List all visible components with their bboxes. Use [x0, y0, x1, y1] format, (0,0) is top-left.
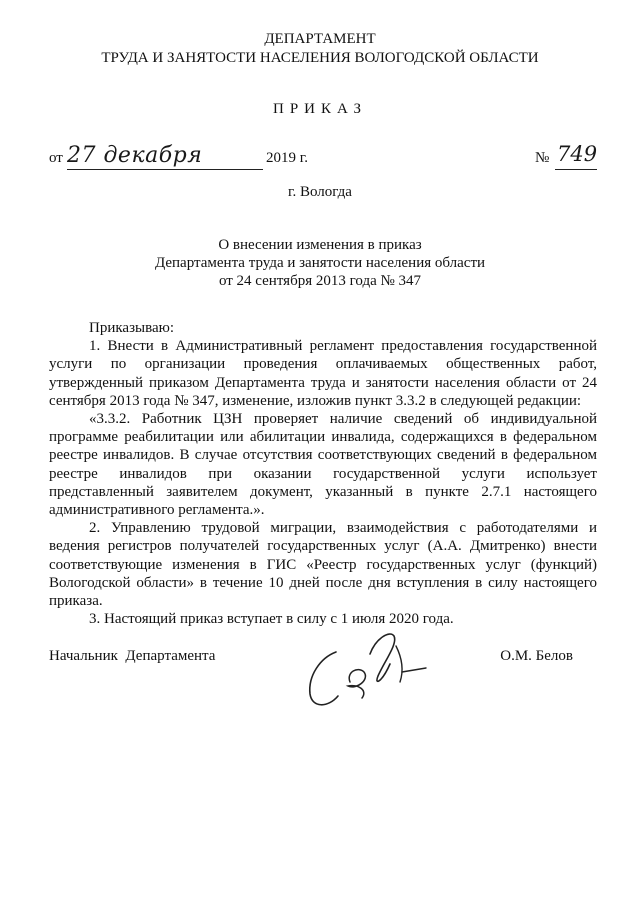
- paragraph-item-3: 3. Настоящий приказ вступает в силу с 1 июля 2020 года.: [89, 611, 454, 628]
- date-year: 2019 г.: [266, 150, 308, 166]
- number-underline: [555, 169, 597, 170]
- department-header: [0, 30, 640, 68]
- signatory-position: Начальник Департамента: [49, 648, 216, 664]
- date-number-row: [49, 142, 598, 172]
- order-subject: [0, 236, 640, 290]
- order-body: [49, 319, 597, 628]
- department-line-1: ДЕПАРТАМЕНТ: [264, 31, 376, 47]
- subject-line-2: Департамента труда и занятости населения области: [154, 255, 486, 271]
- document-type-title: ПРИКАЗ: [273, 101, 367, 117]
- paragraph-item-2: 2. Управлению трудовой миграции, взаимодействия с работодателями и ведения регистров получателей государственных услуг (А.А. Дмитренко) внести соответствующие изменения в ГИС «Реестр государственных услуг (функций) Вологодской области» в течение 10 дней после дня вступления в силу настоящего приказа.: [49, 520, 597, 610]
- subject-line-1: О внесении изменения в приказ: [218, 237, 422, 253]
- handwritten-date: 27 декабря: [67, 143, 203, 168]
- paragraph-order-intro: Приказываю:: [89, 320, 174, 336]
- handwritten-number: 749: [557, 142, 598, 166]
- signatory-name: О.М. Белов: [500, 648, 573, 664]
- number-sign: №: [535, 150, 550, 166]
- city: г. Вологда: [288, 184, 352, 200]
- handwritten-signature: [298, 624, 438, 714]
- date-prefix: от: [49, 150, 63, 166]
- paragraph-item-1: 1. Внести в Административный регламент предоставления государственной услуги по организации проведения оплачиваемых общественных работ, утвержденный приказом Департамента труда и занятости населения области от 24 сентября 2013 года № 347, изменение, изложив пункт 3.3.2 в следующей редакции:: [49, 338, 597, 409]
- paragraph-quoted-clause: «3.3.2. Работник ЦЗН проверяет наличие сведений об индивидуальной программе реабилитации или абилитации инвалида, содержащихся в федеральном реестре инвалидов. В случае отсутствия соответствующих сведений в федеральном реестре инвалидов при оказании государственной услуги использует представленный заявителем документ, указанный в пункте 2.7.1 настоящего административного регламента.».: [49, 411, 597, 519]
- date-underline: [67, 169, 263, 170]
- department-line-2: ТРУДА И ЗАНЯТОСТИ НАСЕЛЕНИЯ ВОЛОГОДСКОЙ ОБЛАСТИ: [101, 50, 539, 66]
- order-number: [535, 142, 598, 172]
- subject-line-3: от 24 сентября 2013 года № 347: [218, 273, 422, 289]
